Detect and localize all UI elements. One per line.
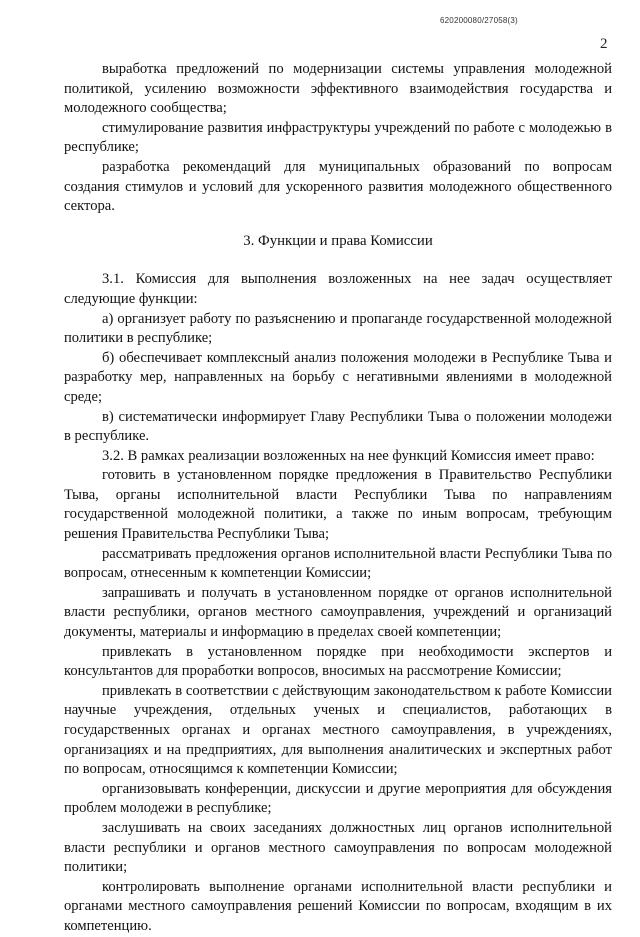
paragraph-right-request: запрашивать и получать в установленном порядке от органов исполнительной власти республики, органов местного самоуправления, учреждений и организаций документы, материалы и информацию в пределах своей компетенции; — [64, 584, 612, 641]
paragraph-municipal-recommendations: разработка рекомендаций для муниципальных образований по вопросам создания стимулов и условий для ускоренного развития молодежного общественного сектора. — [64, 158, 612, 215]
document-id: 620200080/27058(3) — [440, 16, 518, 25]
page-number: 2 — [600, 36, 608, 52]
paragraph-right-proposals: готовить в установленном порядке предложения в Правительство Республики Тыва, органы исполнительной власти Республики Тыва по направлениям государственной молодежной политики, а также по иным вопросам, требующим решения Правительства Республики Тыва; — [64, 467, 612, 543]
paragraph-3-1-b: б) обеспечивает комплексный анализ положения молодежи в Республике Тыва и разработку мер, направленных на борьбу с негативными явлениями в молодежной среде; — [64, 349, 612, 405]
paragraph-right-institutions: привлекать в соответствии с действующим законодательством к работе Комиссии научные учреждения, отдельных ученых и специалистов, работающих в государственных органах и органах местного самоуправления, в учреждениях, организациях и на предприятиях, для выполнения аналитических и экспертных работ по вопросам, относящимся к компетенции Комиссии; — [64, 682, 612, 778]
document-body — [64, 60, 612, 937]
paragraph-right-hearings: заслушивать на своих заседаниях должностных лиц органов исполнительной власти республики и органов местного самоуправления по вопросам молодежной политики; — [64, 819, 612, 876]
paragraph-3-1: 3.1. Комиссия для выполнения возложенных на нее задач осуществляет следующие функции: — [64, 271, 612, 307]
paragraph-right-control: контролировать выполнение органами исполнительной власти республики и органами местного самоуправления решений Комиссии по вопросам, входящим в их компетенцию. — [64, 878, 612, 934]
paragraph-proposals-modernization: выработка предложений по модернизации системы управления молодежной политикой, усилению возможности эффективного взаимодействия государства и молодежного сообщества; — [64, 61, 612, 117]
paragraph-right-experts: привлекать в установленном порядке при необходимости экспертов и консультантов для проработки вопросов, вносимых на рассмотрение Комиссии; — [64, 643, 612, 680]
section-heading: 3. Функции и права Комиссии — [243, 232, 433, 249]
paragraph-3-2: 3.2. В рамках реализации возложенных на нее функций Комиссия имеет право: — [102, 447, 595, 464]
paragraph-right-review: рассматривать предложения органов исполнительной власти Республики Тыва по вопросам, отнесенным к компетенции Комиссии; — [64, 545, 612, 582]
paragraph-infrastructure: стимулирование развития инфраструктуры учреждений по работе с молодежью в республике; — [64, 119, 612, 156]
paragraph-3-1-v: в) систематически информирует Главу Республики Тыва о положении молодежи в республике. — [64, 408, 612, 445]
paragraph-3-1-a: а) организует работу по разъяснению и пропаганде государственной молодежной политики в республике; — [64, 310, 612, 347]
paragraph-right-conferences: организовывать конференции, дискуссии и другие мероприятия для обсуждения проблем молодежи в республике; — [64, 780, 612, 817]
